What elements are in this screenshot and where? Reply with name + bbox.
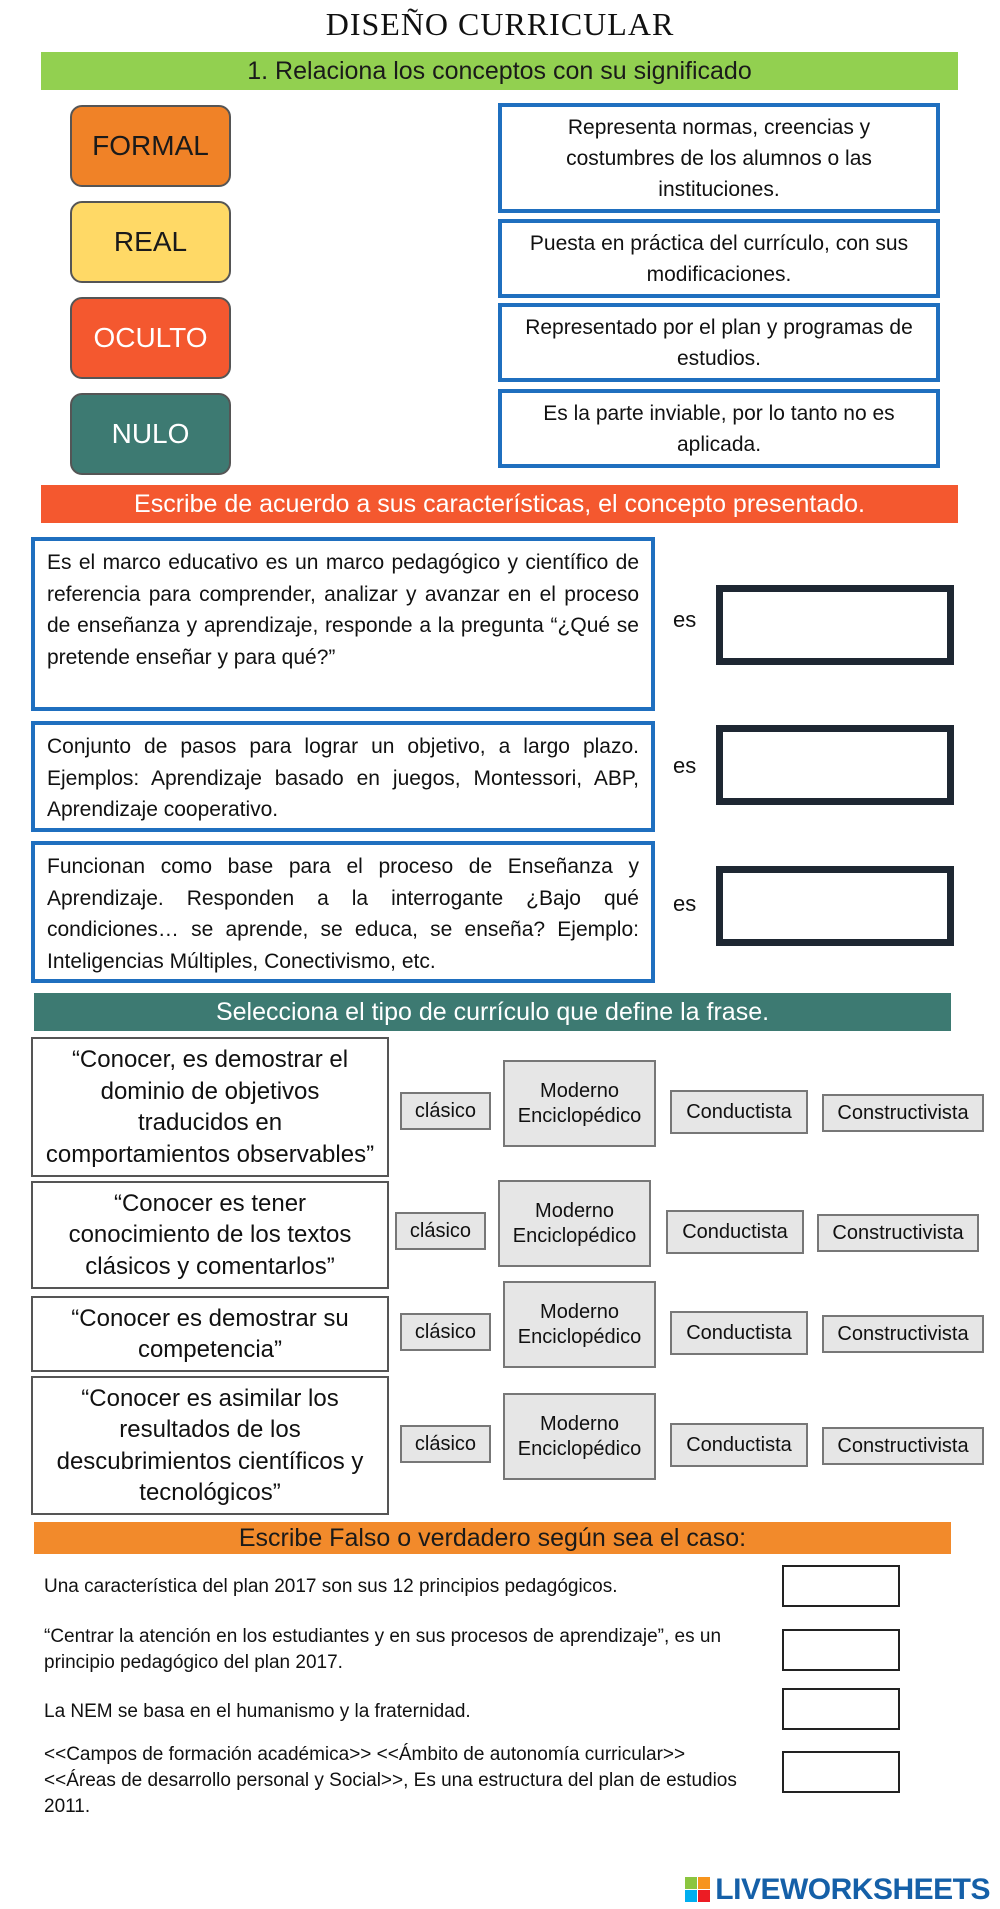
section3-heading: Selecciona el tipo de currículo que define la frase. — [34, 993, 951, 1031]
concept-formal[interactable]: FORMAL — [70, 105, 231, 187]
definition-box[interactable] — [498, 389, 940, 468]
definition-box[interactable] — [498, 219, 940, 298]
phrase-box: “Conocer es asimilar los resultados de los descubrimientos científicos y tecnológicos” — [31, 1376, 389, 1515]
section2-heading: Escribe de acuerdo a sus características, el concepto presentado. — [41, 485, 958, 523]
description-box: Es el marco educativo es un marco pedagógico y científico de referencia para comprender, analizar y avanzar en el proceso de enseñanza y aprendizaje, responde a la pregunta “¿Qué se pretende enseñar y para qué?” — [31, 537, 655, 711]
definition-text: Puesta en práctica del currículo, con sus modificaciones. — [529, 231, 909, 286]
statement-text: Una característica del plan 2017 son sus 12 principios pedagógicos. — [44, 1576, 618, 1597]
option-clasico[interactable]: clásico — [400, 1313, 491, 1351]
true-false-input[interactable] — [782, 1629, 900, 1671]
option-constructivista[interactable]: Constructivista — [822, 1315, 984, 1353]
es-label: es — [673, 753, 697, 778]
liveworksheets-logo[interactable] — [685, 1873, 990, 1907]
phrase-box: “Conocer es demostrar su competencia” — [31, 1296, 389, 1372]
description-box: Conjunto de pasos para lograr un objetivo, a largo plazo. Ejemplos: Aprendizaje basado en juegos, Montessori, ABP, Aprendizaje cooperativo. — [31, 721, 655, 832]
option-moderno[interactable]: Moderno Enciclopédico — [503, 1060, 656, 1147]
true-false-input[interactable] — [782, 1565, 900, 1607]
concept-oculto[interactable]: OCULTO — [70, 297, 231, 379]
option-conductista[interactable]: Conductista — [670, 1311, 808, 1355]
answer-input[interactable] — [716, 725, 954, 805]
section4-heading: Escribe Falso o verdadero según sea el caso: — [34, 1522, 951, 1554]
logo-icon — [685, 1877, 711, 1903]
definition-text: Representa normas, creencias y costumbres de los alumnos o las instituciones. — [566, 115, 872, 201]
true-false-input[interactable] — [782, 1688, 900, 1730]
statement-text: La NEM se basa en el humanismo y la fraternidad. — [44, 1701, 471, 1722]
es-label: es — [673, 891, 697, 916]
definition-box[interactable] — [498, 303, 940, 382]
statement-text: <<Campos de formación académica>> <<Ámbito de autonomía curricular>> <<Áreas de desarrollo personal y Social>>, Es una estructura del plan de estudios 2011. — [44, 1744, 737, 1817]
es-label: es — [673, 607, 697, 632]
option-moderno[interactable]: Moderno Enciclopédico — [503, 1281, 656, 1368]
phrase-box: “Conocer es tener conocimiento de los textos clásicos y comentarlos” — [31, 1181, 389, 1289]
logo-text: LIVEWORKSHEETS — [715, 1873, 990, 1906]
option-conductista[interactable]: Conductista — [666, 1210, 804, 1254]
option-moderno[interactable]: Moderno Enciclopédico — [503, 1393, 656, 1480]
page-title: DISEÑO CURRICULAR — [325, 6, 675, 42]
statement-text: “Centrar la atención en los estudiantes y en sus procesos de aprendizaje”, es un principio pedagógico del plan 2017. — [44, 1626, 722, 1673]
option-moderno[interactable]: Moderno Enciclopédico — [498, 1180, 651, 1267]
option-clasico[interactable]: clásico — [395, 1212, 486, 1250]
option-conductista[interactable]: Conductista — [670, 1090, 808, 1134]
true-false-input[interactable] — [782, 1751, 900, 1793]
option-clasico[interactable]: clásico — [400, 1092, 491, 1130]
definition-text: Es la parte inviable, por lo tanto no es aplicada. — [543, 401, 895, 456]
concept-real[interactable]: REAL — [70, 201, 231, 283]
answer-input[interactable] — [716, 585, 954, 665]
option-conductista[interactable]: Conductista — [670, 1423, 808, 1467]
section1-heading: 1. Relaciona los conceptos con su significado — [41, 52, 958, 90]
answer-input[interactable] — [716, 866, 954, 946]
option-clasico[interactable]: clásico — [400, 1425, 491, 1463]
option-constructivista[interactable]: Constructivista — [817, 1214, 979, 1252]
definition-text: Representado por el plan y programas de estudios. — [525, 315, 913, 370]
option-constructivista[interactable]: Constructivista — [822, 1094, 984, 1132]
phrase-box: “Conocer, es demostrar el dominio de objetivos traducidos en comportamientos observables” — [31, 1037, 389, 1177]
concept-nulo[interactable]: NULO — [70, 393, 231, 475]
option-constructivista[interactable]: Constructivista — [822, 1427, 984, 1465]
definition-box[interactable] — [498, 103, 940, 213]
description-box: Funcionan como base para el proceso de Enseñanza y Aprendizaje. Responden a la interrogante ¿Bajo qué condiciones… se aprende, se educa, se enseña? Ejemplo: Inteligencias Múltiples, Conectivismo, etc. — [31, 841, 655, 983]
